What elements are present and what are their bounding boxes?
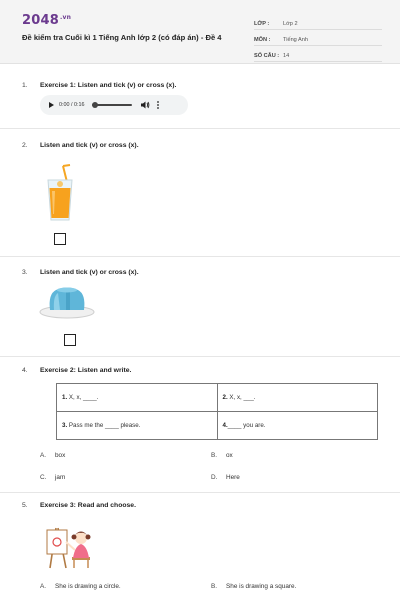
option-b[interactable]: [211, 583, 296, 590]
item-text: Pass me the ____ please.: [67, 422, 141, 429]
answer-checkbox[interactable]: [54, 233, 66, 245]
meta-label: LỚP :: [254, 21, 270, 27]
question-number: 4.: [22, 367, 28, 374]
page-header: [0, 0, 400, 64]
table-row: [57, 384, 378, 412]
question-number: 1.: [22, 82, 28, 89]
option-d[interactable]: [211, 474, 240, 481]
meta-label: SỐ CÂU :: [254, 53, 280, 59]
logo-text: 2048: [22, 13, 59, 28]
option-text: box: [55, 452, 66, 459]
audio-seek-bar[interactable]: [92, 104, 132, 106]
item-text: ____ you are.: [227, 422, 266, 429]
question-number: 5.: [22, 502, 28, 509]
meta-value: 14: [283, 53, 290, 59]
meta-row-count: [254, 46, 382, 62]
meta-row-subject: [254, 30, 382, 46]
question-text: Listen and tick (v) or cross (x).: [40, 142, 139, 149]
option-b[interactable]: [211, 452, 233, 459]
table-cell: [57, 412, 218, 440]
option-letter: D.: [211, 474, 218, 481]
option-text: She is drawing a circle.: [55, 583, 121, 590]
logo-suffix: .vn: [59, 14, 72, 21]
question-text: Exercise 2: Listen and write.: [40, 367, 132, 374]
option-letter: B.: [211, 583, 218, 590]
table-cell: [217, 412, 378, 440]
meta-label: MÔN :: [254, 37, 271, 43]
option-letter: A.: [40, 583, 47, 590]
question-number: 3.: [22, 269, 28, 276]
play-icon[interactable]: [49, 102, 54, 108]
meta-value: Lớp 2: [283, 21, 298, 27]
option-a[interactable]: [40, 583, 121, 590]
document-title: Đề kiểm tra Cuối kì 1 Tiếng Anh lớp 2 (có đáp án) - Đề 4: [22, 33, 222, 42]
option-text: jam: [55, 474, 66, 481]
item-text: X, x, ____.: [67, 394, 99, 401]
divider: [0, 256, 400, 257]
question-text: Exercise 1: Listen and tick (v) or cross (x).: [40, 82, 177, 89]
exam-meta: [254, 14, 382, 62]
option-text: Here: [226, 474, 240, 481]
audio-player: [40, 95, 188, 115]
item-number: 2.: [222, 394, 228, 401]
divider: [0, 356, 400, 357]
audio-time: 0:00 / 0:16: [59, 102, 85, 108]
item-number: 4.: [222, 422, 228, 429]
item-number: 3.: [62, 422, 68, 429]
table-cell: [57, 384, 218, 412]
option-a[interactable]: [40, 452, 65, 459]
jelly-image: [38, 284, 96, 320]
meta-value: Tiếng Anh: [283, 37, 308, 43]
site-logo[interactable]: [22, 13, 71, 28]
orange-juice-image: [44, 164, 76, 224]
girl-drawing-image: [44, 520, 96, 570]
volume-icon[interactable]: [140, 100, 150, 110]
option-text: ox: [226, 452, 233, 459]
option-text: She is drawing a square.: [226, 583, 297, 590]
answer-checkbox[interactable]: [64, 334, 76, 346]
table-cell: [217, 384, 378, 412]
option-c[interactable]: [40, 474, 65, 481]
option-letter: C.: [40, 474, 47, 481]
question-number: 2.: [22, 142, 28, 149]
item-number: 1.: [62, 394, 68, 401]
meta-row-class: [254, 14, 382, 30]
divider: [0, 492, 400, 493]
divider: [0, 128, 400, 129]
option-letter: B.: [211, 452, 218, 459]
item-text: X, x, ___.: [227, 394, 256, 401]
option-letter: A.: [40, 452, 47, 459]
fill-in-table: [56, 383, 378, 440]
question-text: Exercise 3: Read and choose.: [40, 502, 136, 509]
more-options-icon[interactable]: [156, 100, 160, 110]
table-row: [57, 412, 378, 440]
question-text: Listen and tick (v) or cross (x).: [40, 269, 139, 276]
seek-knob[interactable]: [92, 102, 98, 108]
